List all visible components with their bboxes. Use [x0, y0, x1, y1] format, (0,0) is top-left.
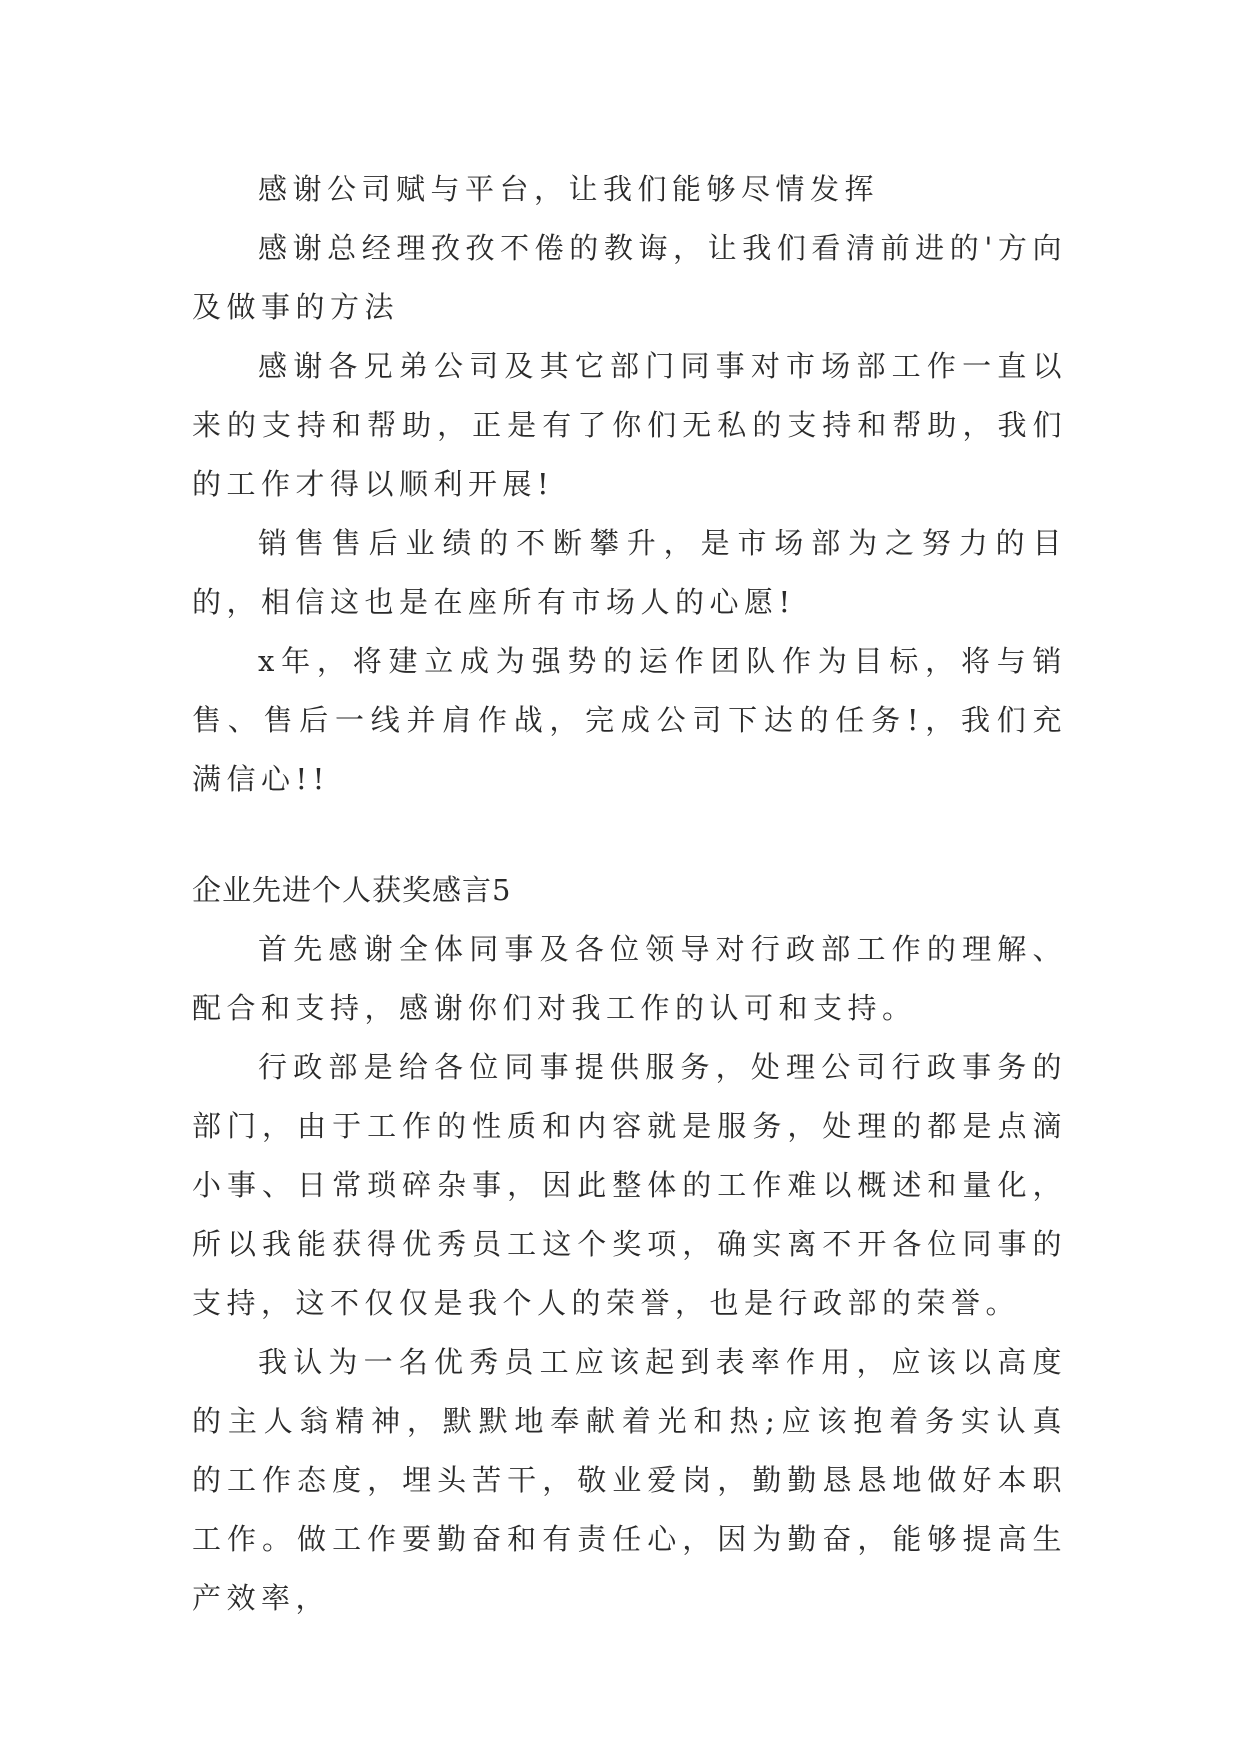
paragraph: 感谢总经理孜孜不倦的教诲，让我们看清前进的'方向及做事的方法	[192, 231, 1067, 324]
paragraph: x年，将建立成为强势的运作团队作为目标，将与销售、售后一线并肩作战，完成公司下达的任务!，我们充满信心!!	[192, 644, 1067, 796]
document-body	[192, 160, 1067, 1628]
paragraph: 感谢各兄弟公司及其它部门同事对市场部工作一直以来的支持和帮助，正是有了你们无私的支持和帮助，我们的工作才得以顺利开展!	[192, 349, 1067, 501]
paragraph: 销售售后业绩的不断攀升，是市场部为之努力的目的，相信这也是在座所有市场人的心愿!	[192, 526, 1067, 619]
paragraph: 行政部是给各位同事提供服务，处理公司行政事务的部门，由于工作的性质和内容就是服务，处理的都是点滴小事、日常琐碎杂事，因此整体的工作难以概述和量化，所以我能获得优秀员工这个奖项，确实离不开各位同事的支持，这不仅仅是我个人的荣誉，也是行政部的荣誉。	[192, 1050, 1067, 1320]
section-title: 企业先进个人获奖感言5	[192, 873, 512, 907]
paragraph: 首先感谢全体同事及各位领导对行政部工作的理解、配合和支持，感谢你们对我工作的认可和支持。	[192, 932, 1067, 1025]
paragraph: 感谢公司赋与平台，让我们能够尽情发挥	[258, 172, 880, 206]
paragraph: 我认为一名优秀员工应该起到表率作用，应该以高度的主人翁精神，默默地奉献着光和热;应该抱着务实认真的工作态度，埋头苦干，敬业爱岗，勤勤恳恳地做好本职工作。做工作要勤奋和有责任心，因为勤奋，能够提高生产效率，	[192, 1345, 1067, 1615]
